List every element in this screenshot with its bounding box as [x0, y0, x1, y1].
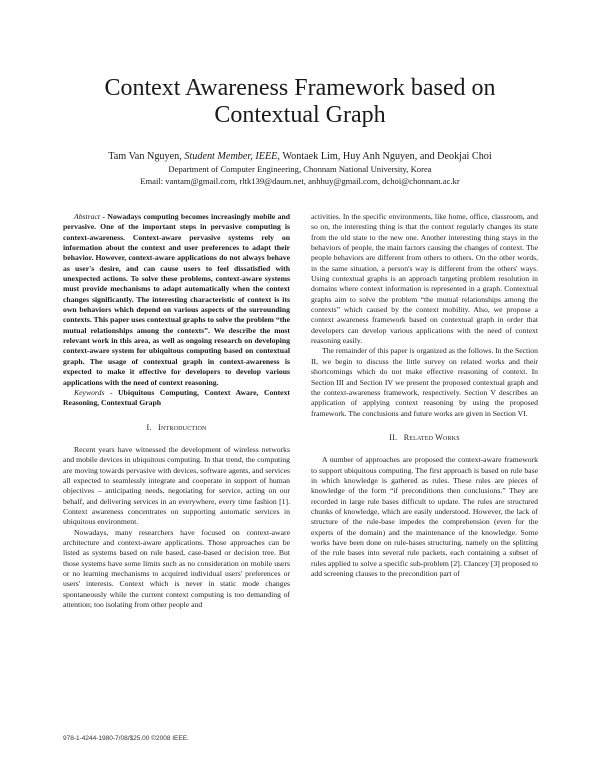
paragraph: The remainder of this paper is organized as the follows. In the Section II, we begin to discuss the little survey on related works and their shortcomings which do not make effective reasoning of context. In Section III and Section IV we present the proposed contextual graph and the context-awareness framework, respectively. Section V describes an application of applying context reasoning by using the proposed framework. The conclusions and future works are given in Section VI.: [311, 346, 538, 418]
author-names-rest: , Wontaek Lim, Huy Anh Nguyen, and Deokjai Choi: [277, 151, 492, 162]
paragraph: Recent years have witnessed the development of wireless networks and mobile devices in ubiquitous computing. In that trend, the computing are moving towards pervasive with devices, software agents, and services all expected to seamlessly integrate and cooperate in support of human objectives – anticipating needs, negotiating for service, acting on our behalf, and delivering services in an everywhere, every time fashion [1]. Context awareness concentrates on supporting automatic services in ubiquitous environment.: [63, 444, 290, 527]
section-heading-introduction: [63, 423, 290, 433]
author-emails: Email: vantam@gmail.com, rltk139@daum.net, anhhuy@gmail.com, dchoi@chonnam.ac.kr: [140, 176, 460, 186]
section-numeral: II.: [389, 432, 398, 442]
abstract-label: Abstract: [74, 212, 101, 221]
author-names: [30, 150, 570, 163]
section-heading-related-works: [311, 433, 538, 443]
right-column: [311, 212, 538, 579]
author-block: [30, 150, 570, 187]
abstract-text: - Nowadays computing becomes increasingly mobile and pervasive. One of the important steps in pervasive computing is context-awareness. Context-aware pervasive systems rely on information about the context and user preferences to adapt their behavior. However, context-aware applications do not always behave as user's desire, and can cause users to feel dissatisfied with unexpected actions. To solve these problems, context-aware systems must provide mechanisms to adapt automatically when the context changes significantly. The interesting characteristic of context is its own behaviors which depend on various aspects of the surrounding contexts. This paper uses contextual graphs to solve the problem “the mutual relationships among the contexts”. We describe the most relevant work in this area, as well as ongoing research on developing context-aware system for ubiquitous computing based on contextual graph. The usage of contextual graph in context-awareness is expected to make it effective for developers to develop various applications with the need of context reasoning.: [63, 212, 290, 387]
paragraph: Nowadays, many researchers have focused on context-aware architecture and context-aware applications. Those approaches can be listed as systems based on rule based, case-based or decision tree. But those systems have some limits such as no consideration on mobile users or no learning mechanisms to acquired individual users' preferences or users' interests. Context which is never in static mode changes spontaneously while the current context computing is too demanding of attention; too isolating from other people and: [63, 527, 290, 610]
copyright-footer: 978-1-4244-1980-7/08/$25.00 ©2008 IEEE.: [63, 735, 189, 742]
section-title: Related Works: [403, 432, 460, 442]
section-title: Introduction: [158, 422, 207, 432]
keywords-label: Keywords: [74, 387, 105, 397]
author-membership: Student Member, IEEE: [184, 151, 278, 162]
keywords: [63, 388, 290, 409]
paragraph: A number of approaches are proposed the context-aware framework to support ubiquitous computing. The first approach is based on rule base in which knowledge is gathered as rules. These rules are pieces of knowledge of the form “if preconditions then conclusions.” They are recorded in large rule bases difficult to update. The rules are structured chunks of knowledge, which are easily understood. However, the lack of structure of the rule-base impedes the comprehension (even for the experts of the domain) and the maintenance of the knowledge. Some works have been done on rule-bases structuring, namely on the splitting of the rule bases into several rule packets, each containing a subset of rules applied to solve a specific sub-problem [2]. Clancey [3] proposed to add screening clauses to the precondition part of: [311, 455, 538, 578]
author-affiliation: Department of Computer Engineering, Chonnam National University, Korea: [168, 164, 432, 174]
abstract: [63, 212, 290, 388]
author-name-first: Tam Van Nguyen,: [108, 151, 185, 162]
paragraph: activities. In the specific environments, like home, office, classroom, and so on, the interesting thing is that the context regularly changes its state from the old state to the new one. Another interesting thing stays in the behaviors of people, the main factors causing the changes of context. The people behaviors are different from others to others. On the other words, in the same situation, a person's way is different from the others' ways. Using contextual graphs is an approach targeting problem resolution in domains where context information is represented in a graph. Contextual graphs aim to solve the problem “the mutual relationships among the contexts” which caused by the context mobility. Also, we propose a context awareness framework based on contextual graph in order that developers can develop various applications with the need of context reasoning easily.: [311, 212, 538, 346]
paper-title: Context Awareness Framework based on Contextual Graph: [104, 75, 496, 128]
keywords-text: - Ubiquitous Computing, Context Aware, Context Reasoning, Contextual Graph: [63, 387, 290, 408]
left-column: [63, 212, 290, 610]
section-numeral: I.: [146, 422, 152, 432]
